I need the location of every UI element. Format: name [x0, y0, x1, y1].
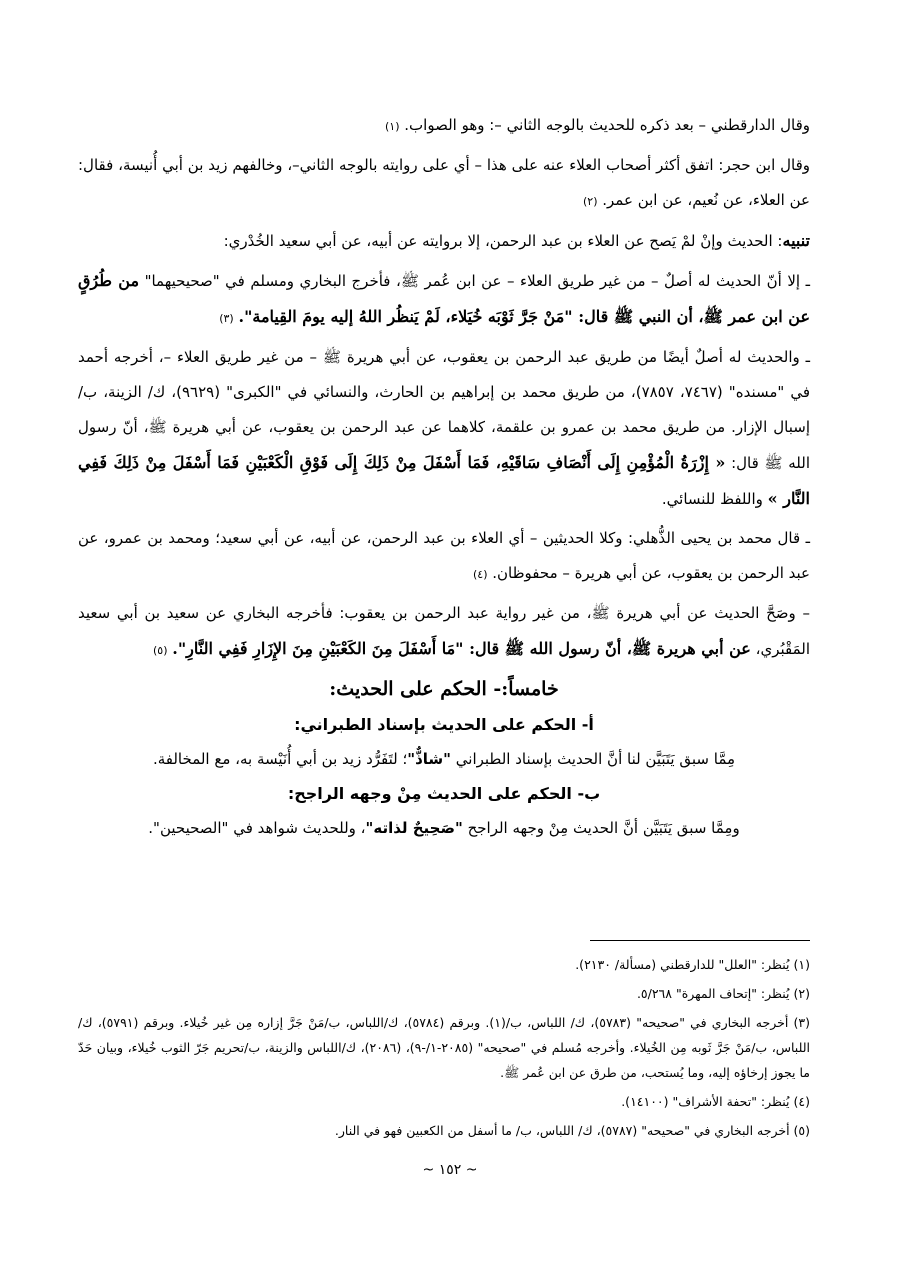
- note-label: تنبيه: [782, 231, 810, 250]
- footnote-divider: [590, 940, 810, 941]
- footnote-5: (٥) أخرجه البخاري في "صحيحه" (٥٧٨٧)، ك/ اللباس، ب/ ما أسفل من الكعبين فهو في النار.: [334, 1123, 810, 1138]
- paragraph-ibn-hajar: وقال ابن حجر: اتفق أكثر أصحاب العلاء عنه على هذا – أي على روايته بالوجه الثاني–، وخالفهم زيد بن أبي أُنيسة، فقال: عن العلاء، عن نُعيم، عن ابن عمر. (٢): [78, 156, 810, 209]
- hadith-text-kabayn: عن أبي هريرة ﷺ، أنّ رسول الله ﷺ قال: "مَا أَسْفَلَ مِنَ الكَعْبَيْنِ مِنَ الإِزَارِ فَفِي النَّارِ".: [172, 639, 751, 658]
- document-body: [78, 108, 810, 846]
- paragraph-daraqutni: وقال الدارقطني – بعد ذكره للحديث بالوجه الثاني –: وهو الصواب. (١): [384, 116, 810, 134]
- paragraph-dhuhli: ـ قال محمد بن يحيى الذُّهلي: وكلا الحديثين – أي العلاء بن عبد الرحمن، عن أبيه، عن أبي سعيد؛ ومحمد بن عمرو، عن عبد الرحمن بن يعقوب، عن أبي هريرة – محفوظان. (٤): [78, 529, 810, 582]
- footnote-ref-1[interactable]: (١): [384, 120, 400, 133]
- ruling-a: مِمَّا سبق يَتَبَيَّن لنا أنَّ الحديث بإسناد الطبراني "شاذٌّ"؛ لتَفَرُّد زيد بن أبي أُنَيْسة به، مع المخالفة.: [152, 750, 736, 768]
- ruling-b-verdict: "صَحِيحٌ لذاته": [365, 819, 463, 837]
- footnote-3: (٣) أخرجه البخاري في "صحيحه" (٥٧٨٣)، ك/ اللباس، ب/(١). وبرقم (٥٧٨٤)، ك/اللباس، ب/مَنْ جَرَّ إزاره مِن غير خُيلاء. وبرقم (٥٧٩١)، ك/اللباس، ب/مَنْ جَرَّ ثَوبه مِن الخُيلاء. وأخرجه مُسلم في "صحيحه" (٢٠٨٥-١/-٩)، (٢٠٨٦)، ك/اللباس والزينة، ب/تحريم جَرّ الثوب خُيلاء، وبيان حَدّ ما يجوز إرخاؤه إليه، وما يُستحب، من طرق عن ابن عُمر ﷺ.: [78, 1015, 811, 1080]
- footnote-4: (٤) يُنظر: "تحفة الأشراف" (١٤١٠٠).: [621, 1094, 810, 1109]
- footnote-1: (١) يُنظر: "العلل" للدارقطني (مسألة/ ٢١٣٠).: [575, 957, 810, 972]
- footnote-ref-4[interactable]: (٤): [472, 568, 488, 581]
- footnote-ref-5[interactable]: (٥): [152, 644, 168, 657]
- paragraph-ibn-umar: ـ إلا أنّ الحديث له أصلٌ – من غير طريق العلاء – عن ابن عُمر ﷺ، فأخرج البخاري ومسلم في "صحيحيهما" من طُرُقٍ عن ابن عمر ﷺ، أن النبي ﷺ قال: "مَنْ جَرَّ ثَوْبَه خُيَلاء، لَمْ يَنظُر اللهُ إليه يومَ القِيامة". (٣): [78, 271, 810, 326]
- ruling-a-verdict: "شاذٌّ": [407, 750, 451, 768]
- hadith-text-ibn-umar: من طُرُقٍ عن ابن عمر ﷺ، أن النبي ﷺ قال: "مَنْ جَرَّ ثَوْبَه خُيَلاء، لَمْ يَنظُر اللهُ إليه يومَ القِيامة".: [78, 271, 810, 326]
- footnote-list: [78, 952, 810, 1147]
- footnote-ref-2[interactable]: (٢): [582, 195, 598, 208]
- footnote-ref-3[interactable]: (٣): [219, 312, 234, 325]
- section-heading: خامساً:- الحكم على الحديث:: [329, 678, 559, 700]
- footnote-2: (٢) يُنظر: "إتحاف المهرة" ٥/٢٦٨.: [636, 986, 810, 1001]
- paragraph-abu-hurayra: ـ والحديث له أصلٌ أيضًا من طريق عبد الرحمن بن يعقوب، عن أبي هريرة ﷺ – من غير طريق العلاء –، أخرجه أحمد في "مسنده" (٧٤٦٧، ٧٨٥٧)، من طريق محمد بن إبراهيم بن الحارث، والنسائي في "الكبرى" (٩٦٢٩)، ك/ الزينة، ب/ إسبال الإزار. من طريق محمد بن عمرو بن علقمة، كلاهما عن عبد الرحمن بن يعقوب، عن أبي هريرة ﷺ، أنّ رسول الله ﷺ قال: « إِزْرَةُ الْمُؤْمِنِ إِلَى أَنْصَافِ سَاقَيْهِ، فَمَا أَسْفَلَ مِنْ ذَلِكَ إِلَى فَوْقِ الْكَعْبَيْنِ فَمَا أَسْفَلَ مِنْ ذَلِكَ فَفِي النَّار » واللفظ للنسائي.: [78, 348, 810, 508]
- page-number: ~ ١٥٢ ~: [422, 1162, 478, 1178]
- subheading-b: ب- الحكم على الحديث مِنْ وجهه الراجح:: [287, 784, 601, 803]
- paragraph-note: تنبيه: الحديث وإنْ لمْ يَصح عن العلاء بن عبد الرحمن، إلا بروايته عن أبيه، عن أبي سعيد الخُدْري:: [223, 231, 810, 250]
- hadith-text-izra: « إِزْرَةُ الْمُؤْمِنِ إِلَى أَنْصَافِ سَاقَيْهِ، فَمَا أَسْفَلَ مِنْ ذَلِكَ إِلَى فَوْقِ الْكَعْبَيْنِ فَمَا أَسْفَلَ مِنْ ذَلِكَ فَفِي النَّار »: [78, 453, 810, 508]
- subheading-a: أ- الحكم على الحديث بإسناد الطبراني:: [294, 715, 594, 734]
- ruling-b: ومِمَّا سبق يَتَبَيَّن أنَّ الحديث مِنْ وجهه الراجح "صَحِيحٌ لذاته"، وللحديث شواهد في "الصحيحين".: [148, 819, 740, 837]
- paragraph-bukhari: – وصَحَّ الحديث عن أبي هريرة ﷺ، من غير رواية عبد الرحمن بن يعقوب: فأخرجه البخاري عن سعيد بن أبي سعيد المَقْبُري، عن أبي هريرة ﷺ، أنّ رسول الله ﷺ قال: "مَا أَسْفَلَ مِنَ الكَعْبَيْنِ مِنَ الإِزَارِ فَفِي النَّارِ". (٥): [78, 604, 810, 658]
